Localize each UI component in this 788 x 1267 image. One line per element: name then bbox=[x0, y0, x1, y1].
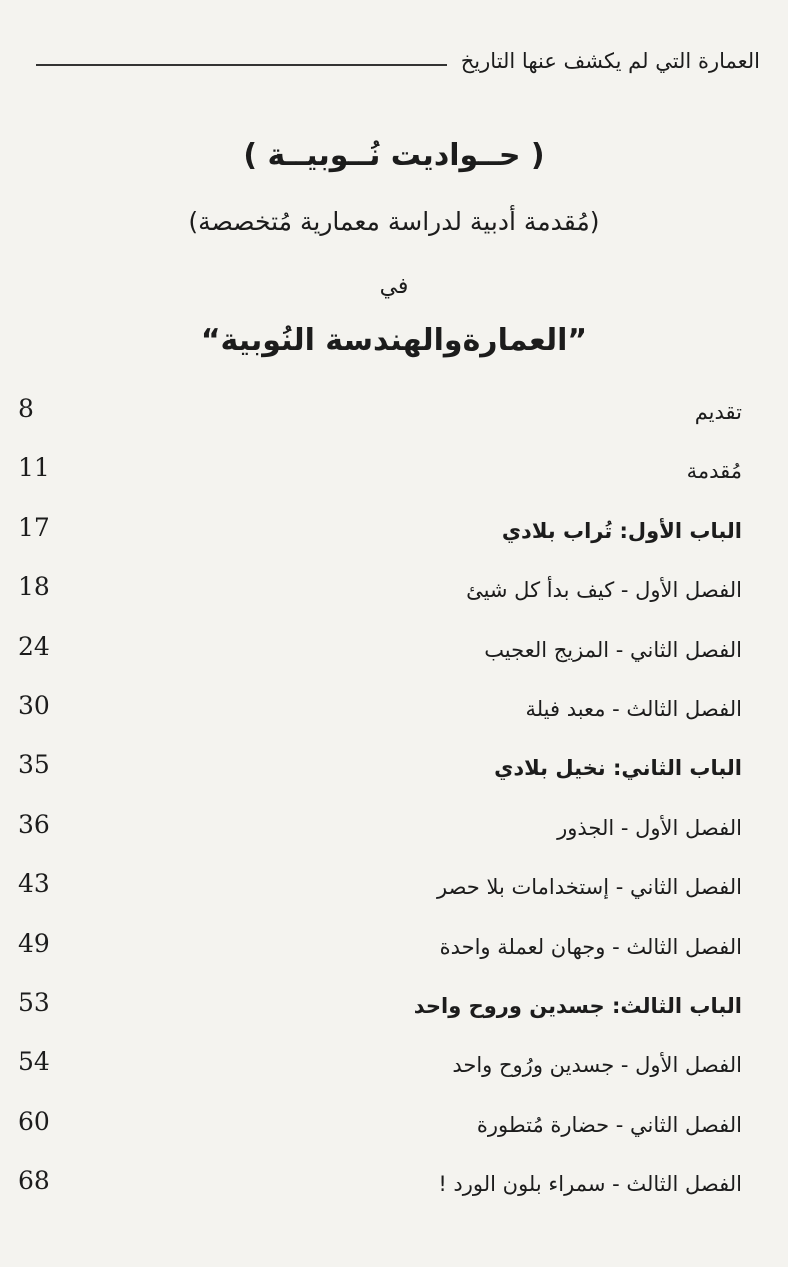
toc-label: الفصل الثاني - حضارة مُتطورة bbox=[476, 1112, 742, 1137]
toc-page-number: 60 bbox=[18, 1106, 50, 1136]
toc-label: الفصل الثاني - المزيج العجيب bbox=[484, 637, 742, 662]
toc-part-label: الباب الأول: تُراب بلادي bbox=[501, 518, 742, 543]
header-rule bbox=[36, 64, 447, 66]
toc-label: تقديم bbox=[694, 400, 742, 424]
running-header bbox=[36, 44, 760, 78]
toc-part-row bbox=[0, 744, 788, 803]
book-title: ( حــواديت نُــوبيــة ) bbox=[243, 138, 545, 173]
toc-row bbox=[0, 923, 788, 982]
toc-page-number: 53 bbox=[18, 987, 50, 1017]
toc-page-number: 11 bbox=[18, 453, 50, 483]
toc-page-number: 30 bbox=[18, 690, 50, 720]
toc-row bbox=[0, 685, 788, 744]
toc-page-number: 24 bbox=[18, 631, 50, 661]
book-topic: ”العمارةوالهندسة النُوبية“ bbox=[200, 323, 588, 358]
toc-page-number: 36 bbox=[18, 809, 50, 839]
toc-label: الفصل الثاني - إستخدامات بلا حصر bbox=[437, 875, 742, 900]
subtitle-connector: في bbox=[379, 274, 409, 299]
toc-label: الفصل الأول - كيف بدأ كل شيئ bbox=[466, 578, 742, 603]
toc-page-number: 54 bbox=[18, 1047, 50, 1077]
toc-label: الفصل الأول - جسدين ورُوح واحد bbox=[452, 1053, 742, 1078]
toc-row bbox=[0, 388, 788, 447]
toc-row bbox=[0, 566, 788, 625]
toc-row bbox=[0, 863, 788, 922]
toc-page-number: 68 bbox=[18, 1166, 50, 1196]
table-of-contents bbox=[0, 388, 788, 1219]
toc-page-number: 43 bbox=[18, 869, 50, 899]
toc-part-row bbox=[0, 982, 788, 1041]
toc-label: الفصل الأول - الجذور bbox=[557, 815, 742, 840]
toc-row bbox=[0, 1101, 788, 1160]
toc-page-number: 49 bbox=[18, 928, 50, 958]
toc-label: الفصل الثالث - معبد فيلة bbox=[525, 696, 742, 721]
toc-row bbox=[0, 1041, 788, 1100]
toc-row bbox=[0, 626, 788, 685]
running-title: العمارة التي لم يكشف عنها التاريخ bbox=[460, 49, 760, 73]
toc-row bbox=[0, 804, 788, 863]
toc-label: الفصل الثالث - وجهان لعملة واحدة bbox=[439, 934, 742, 959]
toc-row bbox=[0, 447, 788, 506]
toc-row bbox=[0, 1160, 788, 1219]
toc-page-number: 35 bbox=[18, 750, 50, 780]
book-subtitle: (مُقدمة أدبية لدراسة معمارية مُتخصصة) bbox=[188, 207, 600, 236]
toc-page-number: 18 bbox=[18, 572, 50, 602]
toc-label: مُقدمة bbox=[686, 459, 742, 484]
toc-page-number: 8 bbox=[18, 394, 34, 423]
toc-page-number: 17 bbox=[18, 512, 50, 542]
toc-part-row bbox=[0, 507, 788, 566]
title-block bbox=[0, 138, 788, 366]
toc-part-label: الباب الثالث: جسدين وروح واحد bbox=[413, 993, 742, 1018]
toc-label: الفصل الثالث - سمراء بلون الورد ! bbox=[438, 1172, 742, 1197]
toc-part-label: الباب الثاني: نخيل بلادي bbox=[494, 756, 742, 781]
